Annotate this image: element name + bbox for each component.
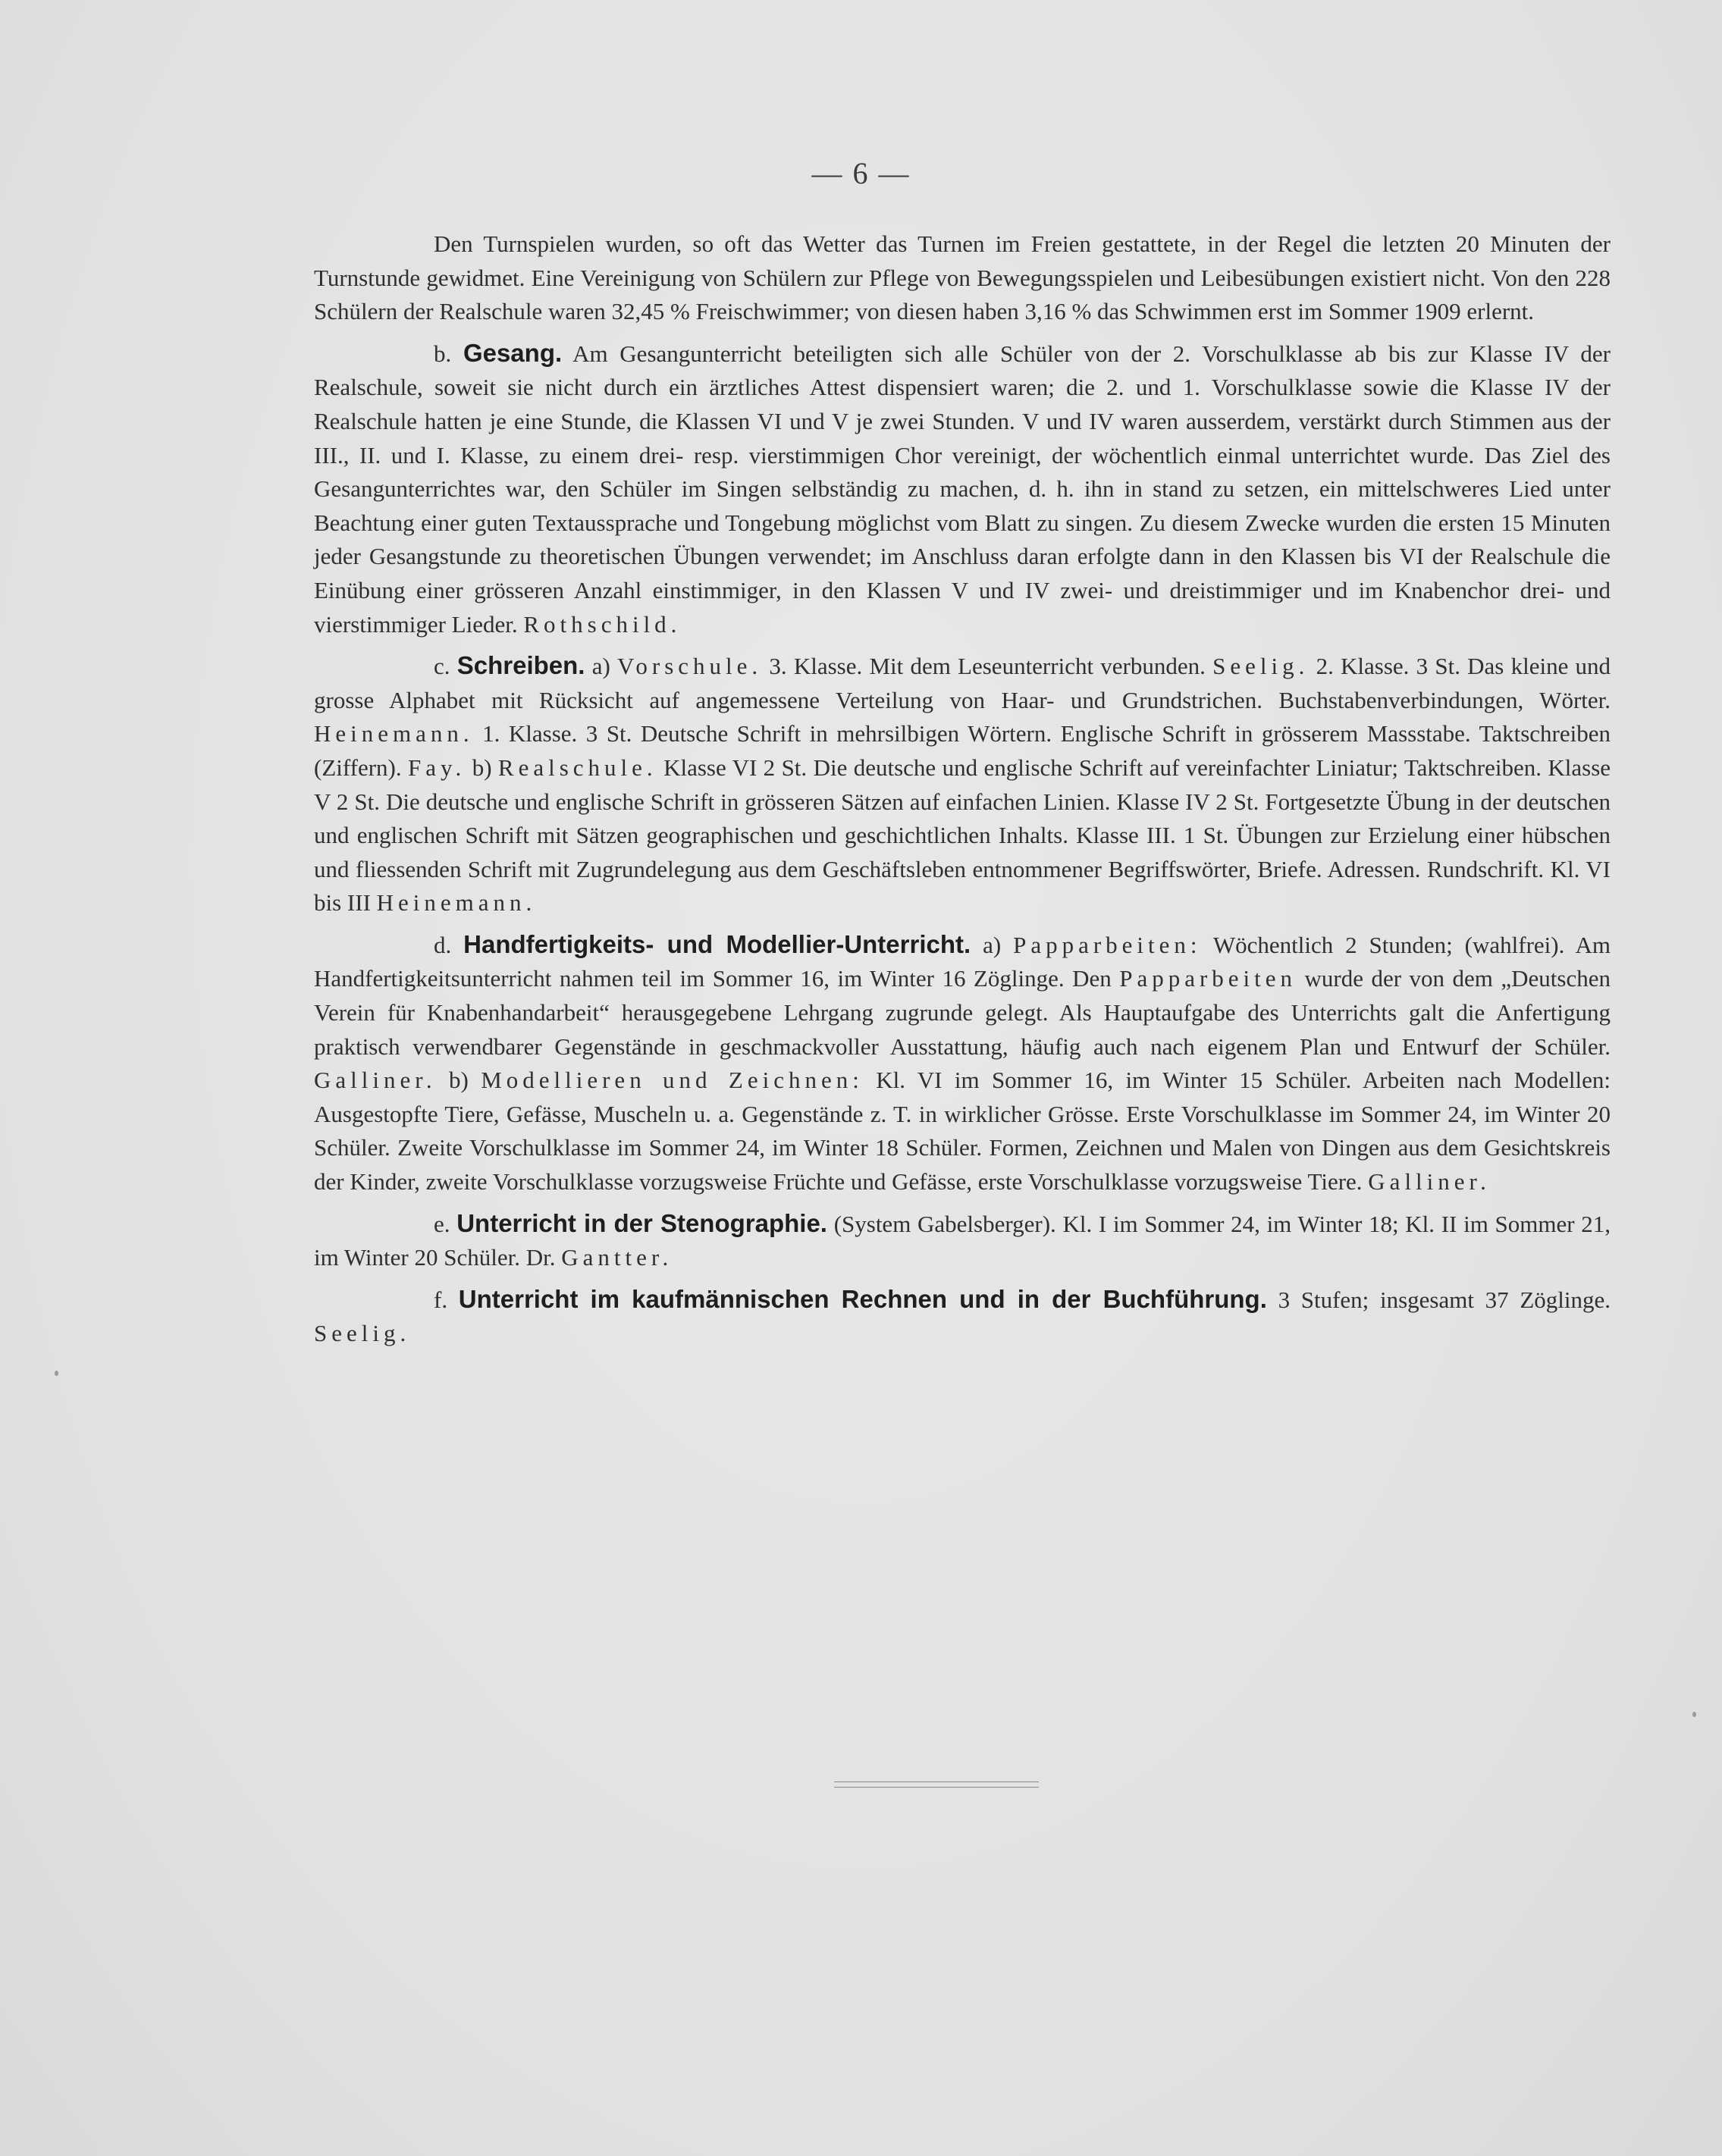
- paragraph-turnspiele: [314, 227, 1611, 329]
- spaced-term: Papparbeiten:: [1013, 931, 1202, 958]
- section-text: 3 Stufen; insgesamt 37 Zöglinge.: [1278, 1286, 1611, 1313]
- section-text: (System Gabelsberger). Kl. I im Sommer 24, im Winter 18; Kl. II im Sommer 21, im Winter 20 Schüler. Dr.: [314, 1210, 1611, 1271]
- section-label: b.: [434, 340, 452, 367]
- section-label: e.: [434, 1210, 450, 1237]
- section-text: Am Gesangunterricht beteiligten sich alle Schüler von der 2. Vorschulklasse ab bis zur Klasse IV der Realschule, soweit sie nicht durch ein ärztliches Attest dispensiert waren; die 2. und 1. Vorschulklasse sowie die Klasse IV der Realschule hatten je eine Stunde, die Klassen VI und V je zwei Stunden. V und IV waren ausserdem, verstärkt durch Stimmen aus der III., II. und I. Klasse, zu einem drei- resp. vierstimmigen Chor vereinigt, der wöchentlich einmal unterrichtet wurde. Das Ziel des Gesangunterrichtes war, den Schüler im Singen selbständig zu machen, d. h. ihn in stand zu setzen, ein mittelschweres Lied unter Beachtung einer guten Textaussprache und Tongebung möglichst vom Blatt zu singen. Zu diesem Zwecke wurden die ersten 15 Minuten jeder Gesangstunde zu theoretischen Übungen verwendet; im Anschluss daran erfolgte dann in den Klassen bis VI der Realschule die Einübung einer grösseren Anzahl einstimmiger, in den Klassen V und IV zwei- und dreistimmiger und im Knabenchor drei- und vierstimmiger Lieder.: [314, 340, 1611, 638]
- section-heading: Schreiben.: [456, 651, 585, 680]
- section-heading: Gesang.: [463, 338, 563, 367]
- section-heading: Unterricht in der Stenographie.: [456, 1208, 827, 1237]
- section-schreiben: [314, 649, 1611, 920]
- section-text: a): [983, 931, 1002, 958]
- teacher-name: Gantter.: [561, 1244, 673, 1271]
- paper-speck: [55, 1371, 58, 1376]
- section-text: b): [448, 1067, 469, 1094]
- section-label: d.: [434, 931, 452, 958]
- page-number: — 6 —: [811, 156, 911, 190]
- teacher-name: Rothschild.: [523, 610, 682, 638]
- spaced-term: Vorschule.: [617, 653, 763, 680]
- end-rule: [834, 1782, 1039, 1788]
- section-text: a): [591, 653, 610, 680]
- teacher-name: Heinemann.: [376, 889, 537, 917]
- section-gesang: [314, 337, 1611, 641]
- section-text: Wöchentlich 2 Stunden; (wahlfrei). Am Handfertigkeitsunterricht nahmen teil im Sommer 16, im Winter 16 Zöglinge. Den: [314, 931, 1611, 992]
- section-stenographie: [314, 1207, 1611, 1275]
- paragraph-text: Den Turnspielen wurden, so oft das Wetter das Turnen im Freien gestattete, in der Regel die letzten 20 Minuten der Turnstunde gewidmet. Eine Vereinigung von Schülern zur Pflege von Bewegungsspielen und Leibesübungen existiert nicht. Von den 228 Schülern der Realschule waren 32,45 % Freischwimmer; von diesen haben 3,16 % das Schwimmen erst im Sommer 1909 erlernt.: [314, 230, 1611, 325]
- section-text: b): [472, 754, 492, 781]
- paper-speck: [1692, 1712, 1696, 1717]
- section-heading: Unterricht im kaufmännischen Rechnen und in der Buchführung.: [458, 1284, 1267, 1313]
- teacher-name: Heinemann.: [314, 720, 474, 747]
- section-text: 3. Klasse. Mit dem Leseunterricht verbunden.: [769, 653, 1206, 680]
- teacher-name: Seelig.: [314, 1320, 411, 1347]
- section-label: f.: [434, 1286, 448, 1313]
- spaced-term: Realschule.: [497, 754, 657, 781]
- section-heading: Handfertigkeits- und Modellier-Unterricht.: [463, 929, 971, 958]
- spaced-term: Papparbeiten: [1119, 965, 1297, 992]
- teacher-name: Fay.: [408, 754, 466, 781]
- teacher-name: Galliner.: [1368, 1168, 1491, 1196]
- spaced-term: Modellieren und Zeichnen:: [481, 1067, 864, 1094]
- teacher-name: Galliner.: [314, 1067, 437, 1094]
- section-handfertigkeit: [314, 928, 1611, 1199]
- body-text: [314, 227, 1611, 1358]
- section-text: wurde der von dem „Deutschen Verein für Knabenhandarbeit“ herausgegebene Lehrgang zugrunde gelegt. Als Hauptaufgabe des Unterrichts galt die Anfertigung praktisch verwendbarer Gegenstände in geschmackvoller Ausstattung, häufig auch nach eigenem Plan und Entwurf der Schüler.: [314, 965, 1611, 1060]
- section-text: Klasse VI 2 St. Die deutsche und englische Schrift auf vereinfachter Liniatur; Taktschreiben. Klasse V 2 St. Die deutsche und englische Schrift in grösseren Sätzen auf einfachen Linien. Klasse IV 2 St. Fortgesetzte Übung in der deutschen und englischen Schrift mit Sätzen geographischen und geschichtlichen Inhalts. Klasse III. 1 St. Übungen zur Erzielung einer hübschen und fliessenden Schrift mit Zugrundelegung aus dem Geschäftsleben entnommener Begriffswörter, Briefe. Adressen. Rundschrift. Kl. VI bis III: [314, 754, 1611, 917]
- section-label: c.: [434, 653, 450, 680]
- section-kaufmaennisch: [314, 1283, 1611, 1351]
- section-text: Kl. VI im Sommer 16, im Winter 15 Schüler. Arbeiten nach Modellen: Ausgestopfte Tiere, Gefässe, Muscheln u. a. Gegenstände z. T. in wirklicher Grösse. Erste Vorschulklasse im Sommer 24, im Winter 20 Schüler. Zweite Vorschulklasse im Sommer 24, im Winter 18 Schüler. Formen, Zeichnen und Malen von Dingen aus dem Gesichtskreis der Kinder, zweite Vorschulklasse vorzugsweise Früchte und Gefässe, erste Vorschulklasse vorzugsweise Tiere.: [314, 1067, 1611, 1196]
- section-text: 2. Klasse. 3 St. Das kleine und grosse Alphabet mit Rücksicht auf angemessene Verteilung von Haar- und Grundstrichen. Buchstabenverbindungen, Wörter.: [314, 653, 1611, 713]
- section-text: 1. Klasse. 3 St. Deutsche Schrift in mehrsilbigen Wörtern. Englische Schrift in grösserem Massstabe. Taktschreiben (Ziffern).: [314, 720, 1611, 781]
- teacher-name: Seelig.: [1212, 653, 1310, 680]
